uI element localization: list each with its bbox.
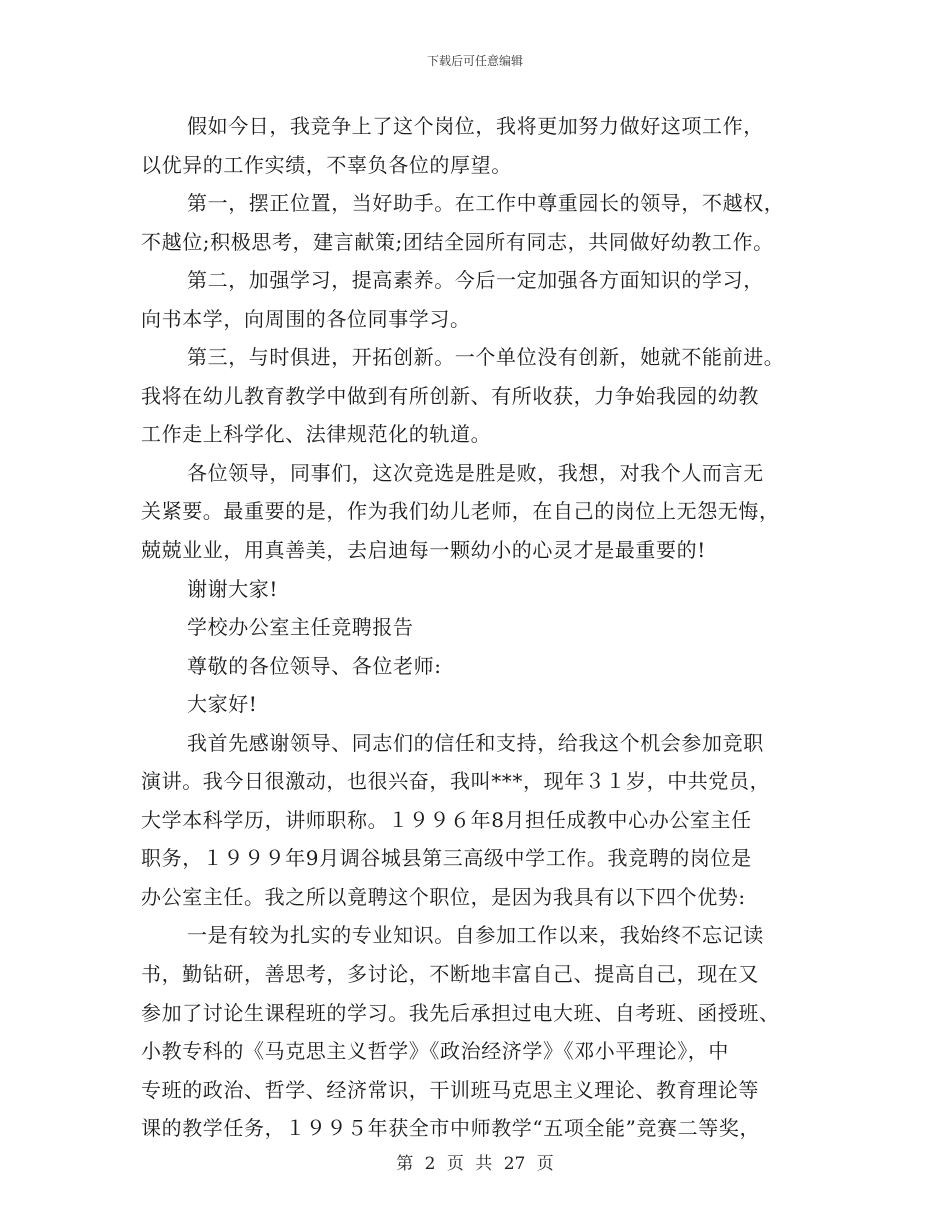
text-line: 第三，与时俱进，开拓创新。一个单位没有创新，她就不能前进。 (187, 345, 785, 370)
text-line: 办公室主任。我之所以竟聘这个职位，是因为我具有以下四个优势: (141, 884, 746, 909)
text-line: 参加了讨论生课程班的学习。我先后承担过电大班、自考班、函授班、 (141, 1000, 780, 1025)
text-line: 假如今日，我竞争上了这个岗位，我将更加努力做好这项工作， (187, 114, 764, 138)
text-line: 各位领导，同事们，这次竞选是胜是败，我想，对我个人而言无 (187, 460, 764, 485)
text-line: 演讲。我今日很激动，也很兴奋，我叫***，现年３１岁，中共党员， (141, 769, 771, 794)
page-header: 下载后可任意编辑 (426, 54, 523, 68)
text-line: 大学本科学历，讲师职称。１９９６年8月担任成教中心办公室主任 (141, 807, 752, 832)
text-line: 我将在幼儿教育教学中做到有所创新、有所收获，力争始我园的幼教 (141, 383, 759, 408)
text-line: 课的教学任务，１９９５年获全市中师教学“五项全能”竞赛二等奖， (141, 1116, 761, 1141)
text-line: 我首先感谢领导、同志们的信任和支持，给我这个机会参加竞职 (187, 730, 764, 755)
text-line: 关紧要。最重要的是，作为我们幼儿老师，在自己的岗位上无怨无悔， (141, 499, 780, 524)
text-line: 第二，加强学习，提高素养。今后一定加强各方面知识的学习， (187, 268, 764, 293)
text-line: 不越位;积极思考，建言献策;团结全园所有同志，共同做好幼教工作。 (141, 229, 774, 254)
text-line: 向书本学，向周围的各位同事学习。 (141, 306, 471, 331)
text-line: 专班的政治、哲学、经济常识，干训班马克思主义理论、教育理论等 (141, 1077, 759, 1102)
text-line: 学校办公室主任竞聘报告 (187, 615, 414, 640)
document-body (141, 107, 813, 1148)
text-line: 工作走上科学化、法律规范化的轨道。 (141, 422, 492, 447)
text-line: 一是有较为扎实的专业知识。自参加工作以来，我始终不忘记读 (187, 923, 764, 948)
text-line: 职务，１９９９年9月调谷城县第三高级中学工作。我竞聘的岗位是 (141, 846, 752, 871)
text-line: 第一，摆正位置，当好助手。在工作中尊重园长的领导，不越权， (187, 191, 785, 216)
text-line: 小教专科的《马克思主义哲学》《政治经济学》《邓小平理论》，中 (141, 1039, 729, 1064)
text-line: 以优异的工作实绩，不辜负各位的厚望。 (141, 152, 512, 177)
text-line: 书，勤钻研，善思考，多讨论，不断地丰富自己、提高自己，现在又 (141, 962, 759, 987)
text-line: 兢兢业业，用真善美，去启迪每一颗幼小的心灵才是最重要的! (141, 538, 706, 563)
text-line: 尊敬的各位领导、各位老师: (187, 653, 442, 678)
page-number-footer: 第 2 页 共 27 页 (396, 1154, 554, 1174)
text-line: 大家好! (187, 692, 258, 717)
text-line: 谢谢大家! (187, 576, 279, 601)
